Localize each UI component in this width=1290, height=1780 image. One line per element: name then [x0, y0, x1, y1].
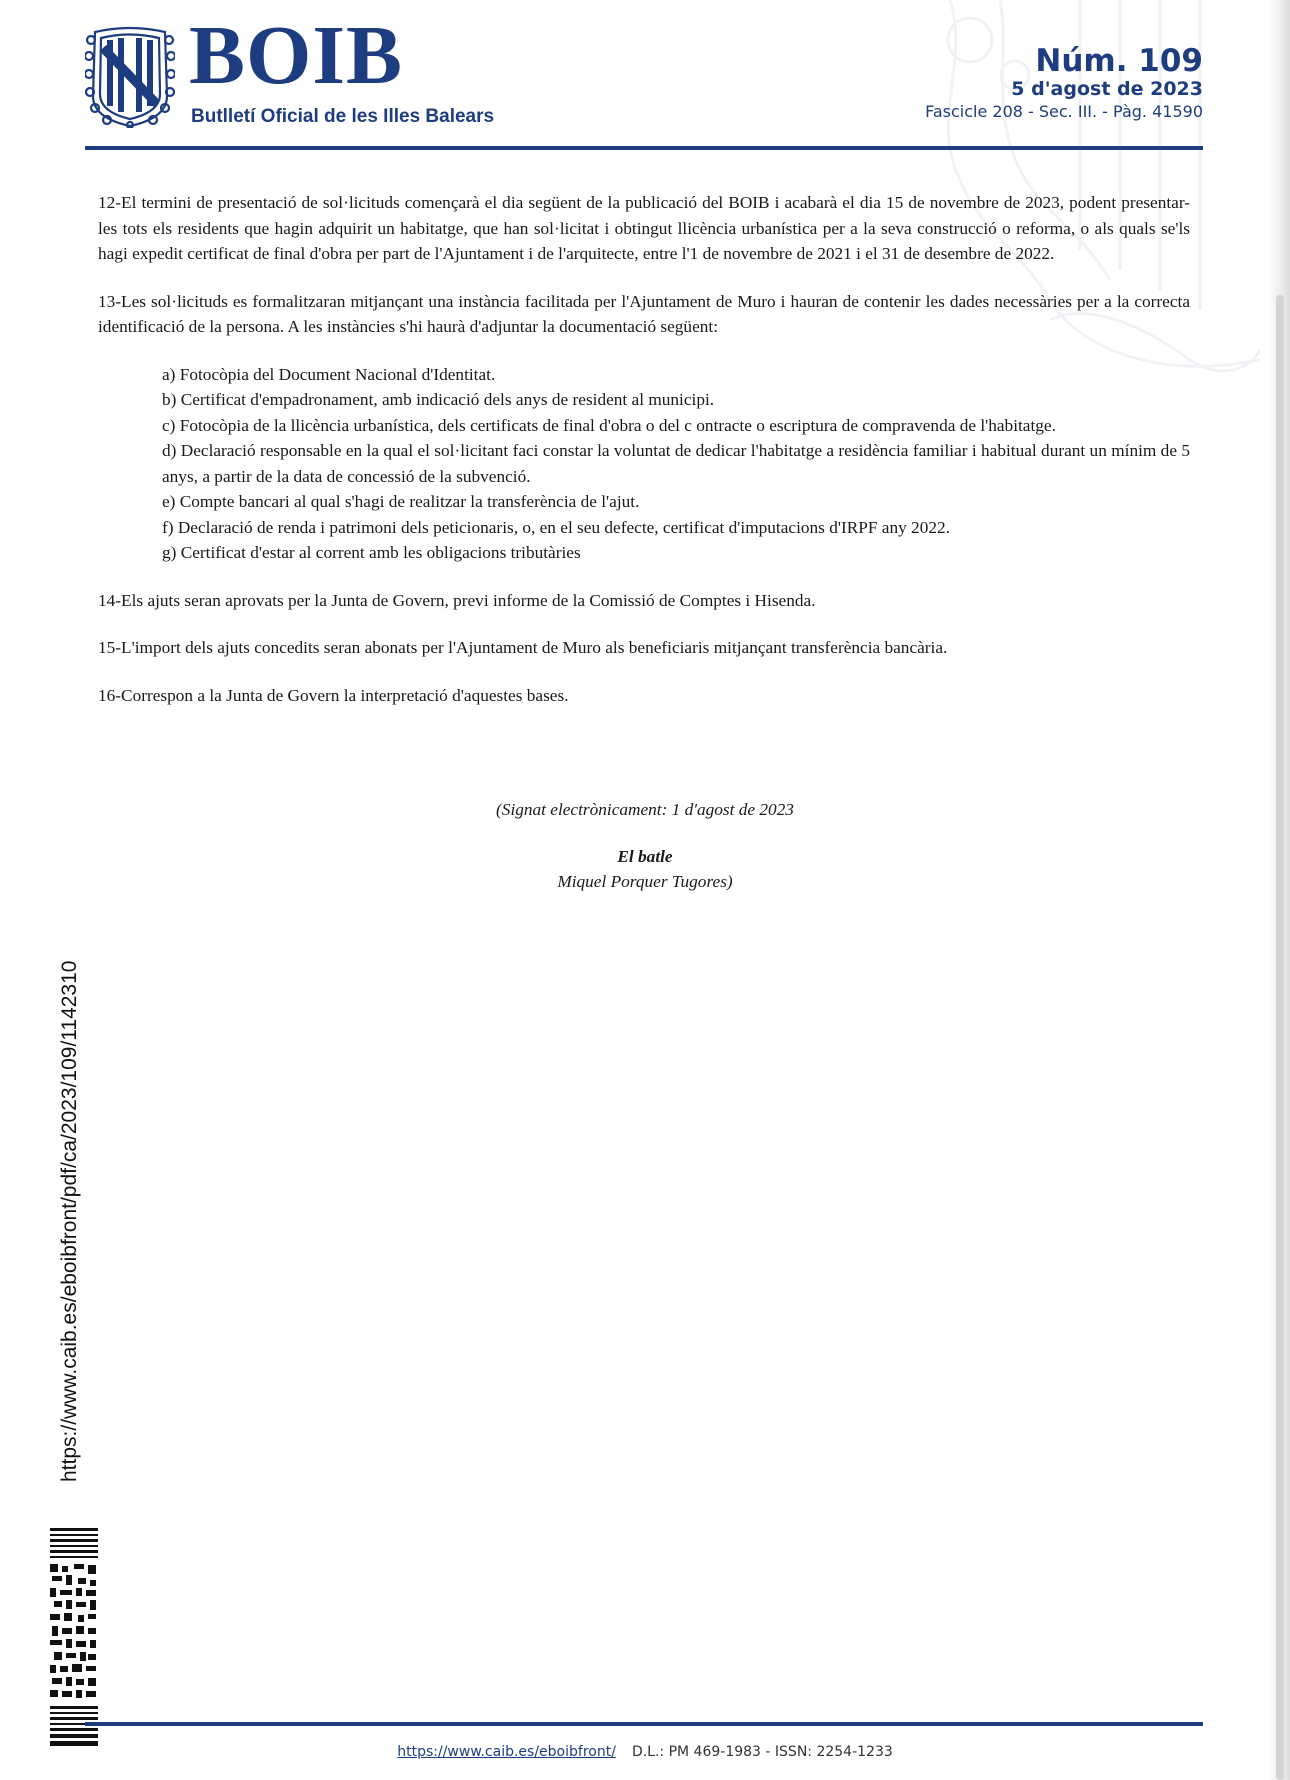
scrollbar-thumb[interactable] — [1276, 295, 1284, 1780]
document-footer — [0, 1744, 1290, 1760]
paragraph-14: 14-Els ajuts seran aprovats per la Junta de Govern, previ informe de la Comissió de Comptes i Hisenda. — [98, 590, 816, 610]
list-item: d) Declaració responsable en la qual el sol·licitant faci constar la voluntat de dedicar l'habitatge a residència familiar i habitual durant un mínim de 5 anys, a partir de la data de concessió de la subvenció. — [162, 441, 1190, 486]
side-document-url[interactable]: https://www.caib.es/eboibfront/pdf/ca/2023/109/1142310 — [58, 960, 81, 1482]
list-item: g) Certificat d'estar al corrent amb les obligacions tributàries — [162, 543, 581, 562]
paragraph-15: 15-L'import dels ajuts concedits seran abonats per l'Ajuntament de Muro als beneficiaris mitjançant transferència bancària. — [98, 638, 948, 657]
signer-title: El batle — [617, 846, 673, 866]
document-body — [98, 190, 1190, 730]
signer-name: Miquel Porquer Tugores) — [557, 872, 733, 891]
list-item: a) Fotocòpia del Document Nacional d'Identitat. — [162, 364, 496, 384]
list-item: c) Fotocòpia de la llicència urbanística, dels certificats de final d'obra o del c ontracte o escriptura de compravenda de l'habitatge. — [162, 415, 1056, 435]
issue-date: 5 d'agost de 2023 — [1011, 78, 1203, 101]
datamatrix-code-icon — [50, 1528, 98, 1748]
fascicle-page: Fascicle 208 - Sec. III. - Pàg. 41590 — [925, 101, 1203, 121]
required-documents-list — [162, 362, 1190, 566]
footer-rule — [85, 1722, 1203, 1726]
signed-date: (Signat electrònicament: 1 d'agost de 2023 — [496, 800, 794, 819]
list-item: f) Declaració de renda i patrimoni dels peticionaris, o, en el seu defecte, certificat d'imputacions d'IRPF any 2022. — [162, 517, 950, 537]
list-item: e) Compte bancari al qual s'hagi de realitzar la transferència de l'ajut. — [162, 492, 640, 511]
issue-number: Núm. 109 — [1035, 43, 1203, 79]
paragraph-12: 12-El termini de presentació de sol·licituds començarà el dia següent de la publicació del BOIB i acabarà el dia 15 de novembre de 2023, podent presentar-les tots els residents que hagin adquirit un habitatge, que han sol·licitat i obtingut llicència urbanística per a la seva construcció o reforma, o als quals se'ls hagi expedit certificat de final d'obra per part de l'Ajuntament i de l'arquitecte, entre l'1 de novembre de 2021 i el 31 de desembre de 2022. — [98, 193, 1190, 263]
footer-link[interactable]: https://www.caib.es/eboibfront/ — [397, 1744, 616, 1760]
bulletin-subtitle: Butlletí Oficial de les Illes Balears — [191, 106, 495, 127]
boib-logo-text: BOIB — [189, 9, 404, 102]
boib-crest-icon — [85, 26, 175, 128]
header-rule — [85, 146, 1203, 150]
paragraph-16: 16-Correspon a la Junta de Govern la interpretació d'aquestes bases. — [98, 685, 569, 705]
list-item: b) Certificat d'empadronament, amb indicació dels anys de resident al municipi. — [162, 390, 715, 409]
signature-block — [0, 797, 1290, 895]
document-header — [85, 9, 1203, 152]
issue-info — [925, 44, 1203, 123]
footer-legal: D.L.: PM 469-1983 - ISSN: 2254-1233 — [631, 1744, 893, 1760]
paragraph-13: 13-Les sol·licituds es formalitzaran mitjançant una instància facilitada per l'Ajuntament de Muro i hauran de contenir les dades necessàries per a la correcta identificació de la persona. A les instàncies s'hi haurà d'adjuntar la documentació següent: — [98, 291, 1190, 336]
